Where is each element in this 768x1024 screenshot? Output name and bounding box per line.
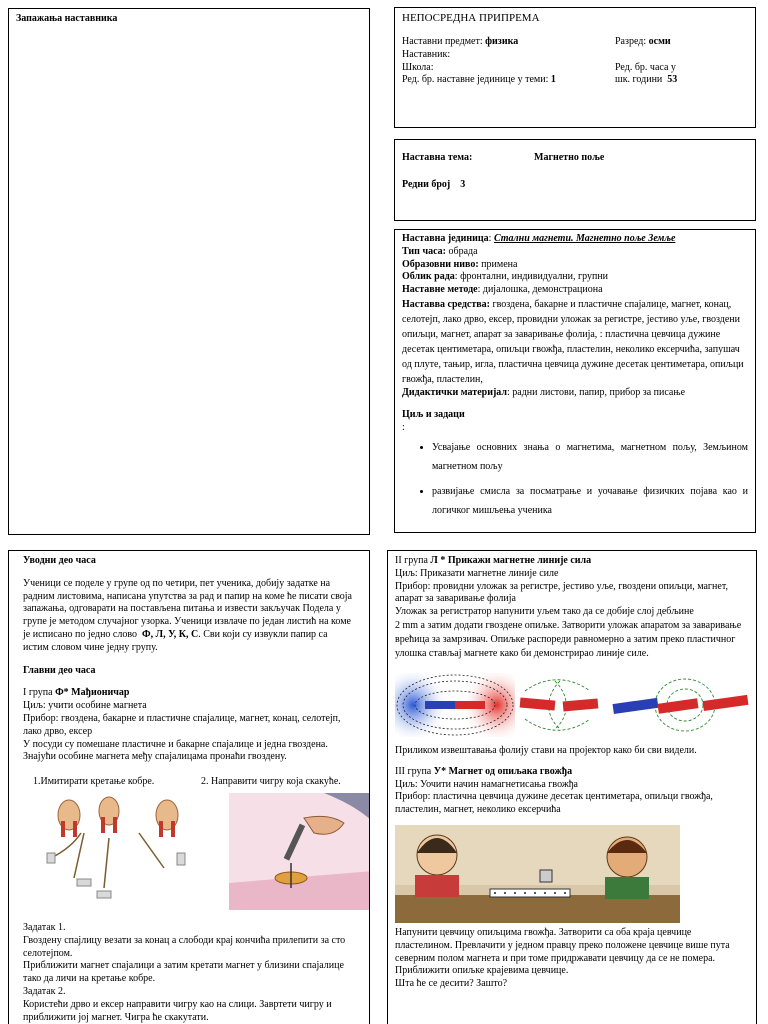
methods-label: Наставне методе <box>402 284 478 296</box>
unit-value: Стални магнети. Магнетно поље Земље <box>493 233 676 244</box>
children-experiment-illustration <box>395 825 680 923</box>
group3-tools: Прибор: пластична цевчица дужине десетак центиметара, опиљци гвожђа, пластелин, магнет, неколико ексерчића <box>395 791 713 816</box>
grade-label: Разред: <box>615 36 647 48</box>
preparation-title: НЕПОСРЕДНА ПРИПРЕМА <box>402 12 540 24</box>
preparation-box <box>394 7 756 128</box>
group1-text: У посуди су помешане пластичне и бакарне спајалице и једна гвоздена. Знајући особине магнета међу спајалицама пронаћи гвоздену. <box>23 738 328 763</box>
unit-number-label: Ред. бр. наставне јединице у теми: <box>402 74 549 86</box>
methods-value: : дијалошка, демонстрациона <box>477 284 603 296</box>
task2-title: Задатак 2. <box>23 985 66 997</box>
group2-note: Приликом извештавања фолију стави на пројектор како би сви видели. <box>395 744 697 756</box>
group3-question: Шта ће се десити? Зашто? <box>395 978 508 990</box>
school-label: Школа: <box>402 61 434 73</box>
group3-text: Напунити цевчицу опиљцима гвожђа. Затворити са оба краја цевчице пластелином. Превлачити у једном правцу преко положене цевчице више пута северним полом магнета и при томе придржавати цевчицу да се не помера. Приближити опиљке крајевима цевчице. <box>395 926 730 977</box>
caption-spinner: 2. Направити чигру која скакуће. <box>201 776 341 788</box>
ordinal-value: 3 <box>460 178 466 190</box>
group2-text1: Уложак за регистратор напунити уљем тако да се добије слој дебљине <box>395 606 694 618</box>
group2-text2: 2 mm а затим додати гвоздене опиљке. Затворити уложак апаратом за заваривање врећица за замрзивач. Опиљке распореди равномерно а затим преко пластичног улошка стављај магнете како би демонстрирао линије силе. <box>395 619 742 659</box>
unit-label: Наставна јединица <box>402 233 489 244</box>
spinner-illustration <box>229 793 370 910</box>
goal-item: • Усвајање основних знања о магнетима, магнетном пољу, Земљином магнетном пољу <box>432 438 748 476</box>
didactic-value: : радни листови, папир, прибор за писање <box>507 386 686 398</box>
task2-text: Користећи дрво и ексер направити чигру као на слици. Завртети чигру и приближити јој магнет. Чигра ће скакутати. <box>23 998 332 1023</box>
teacher-label: Наставник: <box>402 48 451 60</box>
ordinal-label: Редни број <box>402 178 451 190</box>
form-label: Облик рада <box>402 271 455 283</box>
unit-number-value: 1 <box>550 74 556 86</box>
form-value: : фронтални, индивидуални, групни <box>454 271 609 283</box>
level-label: Образовни ниво: <box>402 258 479 270</box>
level-value: примена <box>478 258 518 270</box>
group2-tools: Прибор: провидни уложак за регистре, јестиво уље, гвоздени опиљци, магнет, апарат за заваривање фолија <box>395 580 728 605</box>
subject-label: Наставни предмет: <box>402 36 483 48</box>
topic-box <box>394 139 756 221</box>
goals-colon: : <box>402 421 405 433</box>
task1-text2: Приближити магнет спајалици а затим кретати магнет у близини спајалице тако да личи на кретање кобре. <box>23 960 344 985</box>
lesson-left-box <box>8 550 370 1024</box>
task1-text: Гвоздену спајлицу везати за конац а слободи крај кончића прилепити за сто селотејпом. <box>23 934 346 959</box>
goals-label: Циљ и задаци <box>402 408 465 420</box>
intro-title: Уводни део часа <box>23 555 96 566</box>
group2-aim: Циљ: Приказати магнетне линије силе <box>395 567 559 579</box>
school-year-value: 53 <box>667 74 678 86</box>
magnetic-field-illustration <box>395 671 753 739</box>
unit-box <box>394 229 756 533</box>
grade-value: осми <box>648 36 671 48</box>
teacher-notes-title: Запажања наставника <box>16 13 118 24</box>
main-title: Главни део часа <box>23 664 96 676</box>
intro-text: Ученици се поделе у групе од по четири, пет ученика, добију задатке на радним листовима, написана упутства за рад и папир на коме ће писати своја запажања, одговарати на постављена питања и извести закључак Подела у групе је методом случајног узорка. Ученици извлаче по један листић на коме је исписано по једно слово Ф, Л, У, К, С. Сви који су извукли папир са истим словом чине једну групу. <box>23 577 352 653</box>
subject-value: физика <box>485 36 519 48</box>
topic-value: Магнетно поље <box>534 152 605 163</box>
group1-tools: Прибор: гвоздена, бакарне и пластичне спајалице, магнет, конац, селотејп, лако дрво, ексер <box>23 712 341 737</box>
goals-list <box>402 438 748 520</box>
task1-title: Задатак 1. <box>23 921 66 933</box>
group1-heading: I група Ф* Мађионичар <box>23 687 130 699</box>
didactic-label: Дидактички материјал <box>402 386 507 398</box>
topic-label: Наставна тема: <box>402 152 473 163</box>
unit-line: Наставна јединица: Стални магнети. Магнетно поље Земље <box>402 233 676 244</box>
group1-aim: Циљ: учити особине магнета <box>23 700 147 712</box>
means-label: Наставва средства: <box>402 298 490 310</box>
caption-cobra: 1.Имитирати кретање кобре. <box>33 776 155 788</box>
teacher-notes-box <box>8 8 370 535</box>
goal-item: • развијање смисла за посматрање и уочавање физичких појава као и логичког мишљења ученика <box>432 482 748 520</box>
lesson-right-box <box>387 550 757 1024</box>
school-year-label: шк. години <box>615 74 663 86</box>
type-value: обрада <box>445 245 478 257</box>
group2-heading: II група Л * Прикажи магнетне линије сила <box>395 555 592 566</box>
cobra-illustration <box>39 793 189 910</box>
group-letters: Ф, Л, У, К, С <box>142 628 199 640</box>
class-number-label: Ред. бр. часа у <box>615 61 676 73</box>
type-label: Тип часа: <box>402 245 446 257</box>
group3-heading: III група У* Магнет од опиљака гвожђа <box>395 765 573 777</box>
means-value: гвоздена, бакарне и пластичне спајалице, магнет, конац, селотејп, лако дрво, ексер, провидни уложак за регистре, јестиво уље, гвоздени опиљци, магнет, апарат за заваривање фолија, : пластична цевчица дужине десетак центиметара, опиљци гвожђа, пластелин, неколико ексерчића, запушач од плуте, тањир, игла, пластична цевчица дужине десетак центиметара, опиљци гвожђа, пластелин, <box>402 298 744 385</box>
group3-aim: Циљ: Уочити начин намагнетисања гвожђа <box>395 778 578 790</box>
